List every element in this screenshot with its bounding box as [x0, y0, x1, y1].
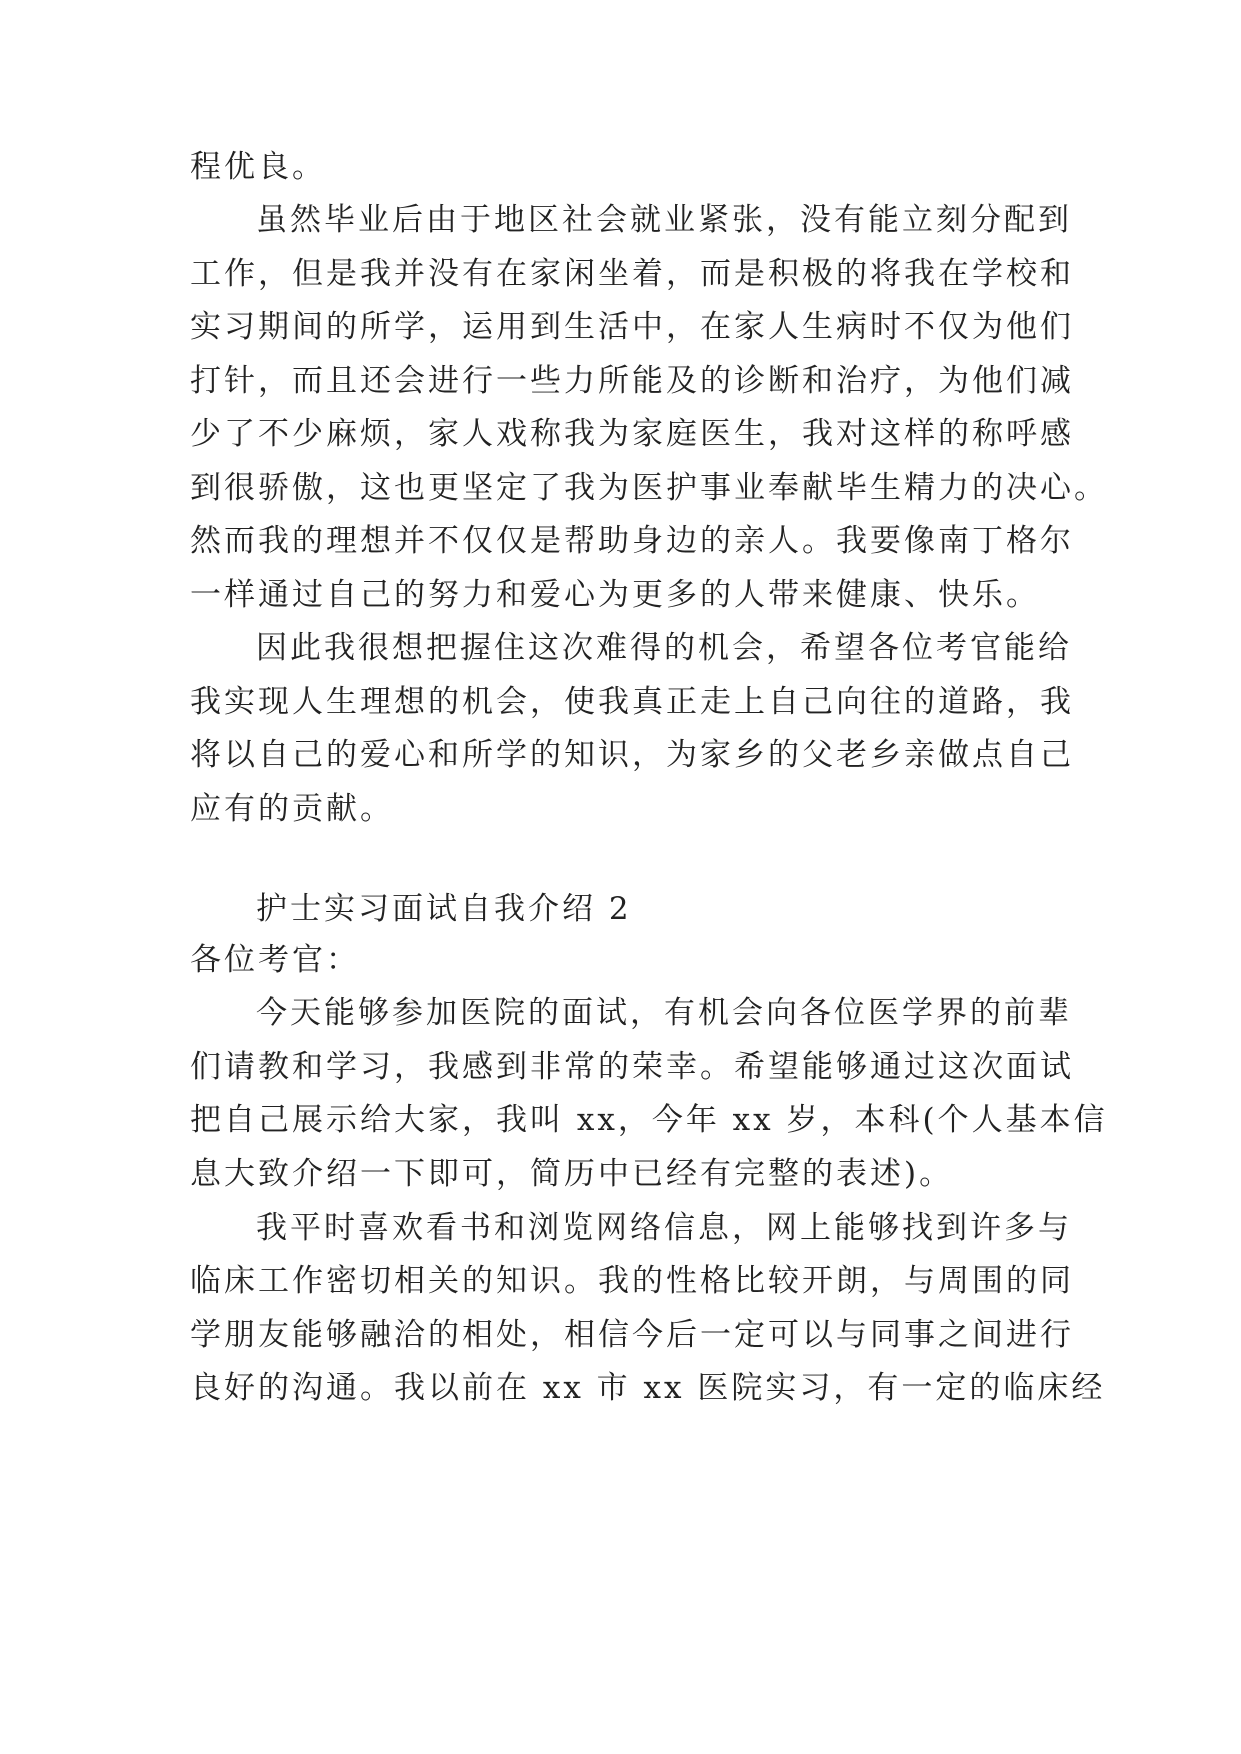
text-line: 临床工作密切相关的知识。我的性格比较开朗，与周围的同 — [190, 1263, 1074, 1299]
text-line: 到很骄傲，这也更坚定了我为医护事业奉献毕生精力的决心。 — [190, 470, 1108, 506]
text-line: 实习期间的所学，运用到生活中，在家人生病时不仅为他们 — [190, 309, 1074, 345]
text-line: 把自己展示给大家，我叫 xx，今年 xx 岁，本科(个人基本信 — [190, 1102, 1108, 1138]
paragraph-start: 因此我很想把握住这次难得的机会，希望各位考官能给 — [256, 630, 1072, 666]
paragraph-start: 今天能够参加医院的面试，有机会向各位医学界的前辈 — [256, 995, 1072, 1031]
text-line: 们请教和学习，我感到非常的荣幸。希望能够通过这次面试 — [190, 1049, 1074, 1085]
text-line: 工作，但是我并没有在家闲坐着，而是积极的将我在学校和 — [190, 256, 1074, 292]
text-line: 将以自己的爱心和所学的知识，为家乡的父老乡亲做点自己 — [190, 737, 1074, 773]
text-line: 少了不少麻烦，家人戏称我为家庭医生，我对这样的称呼感 — [190, 416, 1074, 452]
text-line: 程优良。 — [190, 149, 326, 185]
paragraph-start: 虽然毕业后由于地区社会就业紧张，没有能立刻分配到 — [256, 202, 1072, 238]
text-line: 学朋友能够融洽的相处，相信今后一定可以与同事之间进行 — [190, 1317, 1074, 1353]
text-line: 一样通过自己的努力和爱心为更多的人带来健康、快乐。 — [190, 577, 1040, 613]
text-line: 打针，而且还会进行一些力所能及的诊断和治疗，为他们减 — [190, 363, 1074, 399]
text-line: 我实现人生理想的机会，使我真正走上自己向往的道路，我 — [190, 684, 1074, 720]
salutation: 各位考官： — [190, 942, 360, 978]
text-line: 息大致介绍一下即可，简历中已经有完整的表述)。 — [190, 1156, 954, 1192]
text-line: 应有的贡献。 — [190, 791, 394, 827]
paragraph-start: 我平时喜欢看书和浏览网络信息，网上能够找到许多与 — [256, 1210, 1072, 1246]
text-line: 良好的沟通。我以前在 xx 市 xx 医院实习，有一定的临床经 — [190, 1370, 1106, 1406]
section-heading: 护士实习面试自我介绍 2 — [256, 891, 632, 927]
text-line: 然而我的理想并不仅仅是帮助身边的亲人。我要像南丁格尔 — [190, 523, 1074, 559]
